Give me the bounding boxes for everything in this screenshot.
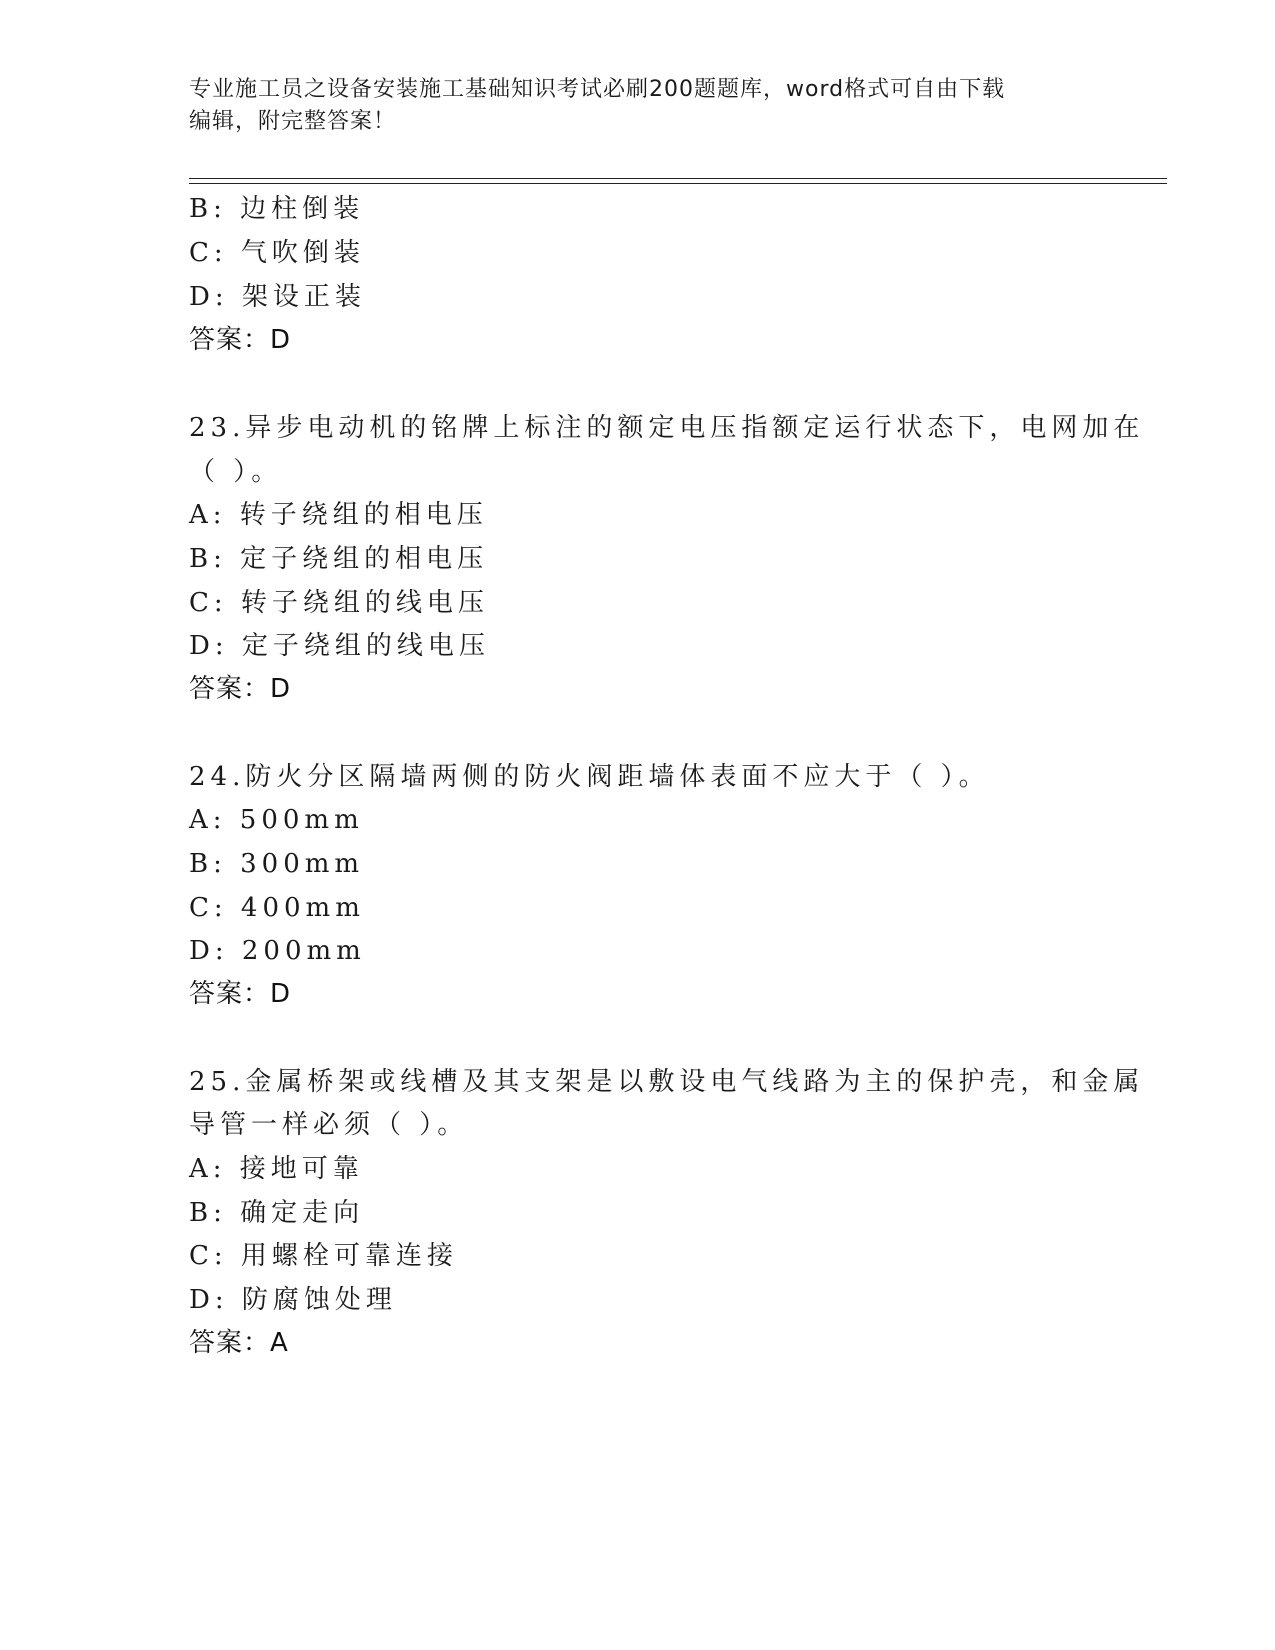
- q24-answer: 答案：D: [189, 979, 292, 1009]
- q25-option-c: C: 用螺栓可靠连接: [189, 1241, 458, 1271]
- q22-option-d: D: 架设正装: [189, 282, 366, 312]
- q24-option-d: D: 200mm: [189, 936, 366, 966]
- header-line-1: 专业施工员之设备安装施工基础知识考试必刷200题题库，word格式可自由下载: [189, 77, 1006, 102]
- q24-option-c: C: 400mm: [189, 893, 365, 923]
- q23-option-b: B: 定子绕组的相电压: [189, 544, 489, 574]
- q23-stem-line-2: （ ）。: [189, 457, 283, 487]
- q23-stem-line-1: 23.异步电动机的铭牌上标注的额定电压指额定运行状态下，电网加在: [189, 413, 1145, 443]
- q24-stem-line-1: 24.防火分区隔墙两侧的防火阀距墙体表面不应大于（ ）。: [189, 762, 990, 792]
- q25-option-b: B: 确定走向: [189, 1198, 365, 1228]
- q25-option-d: D: 防腐蚀处理: [189, 1285, 397, 1315]
- q25-answer: 答案：A: [189, 1328, 289, 1358]
- q25-stem-line-2: 导管一样必须（ ）。: [189, 1110, 469, 1140]
- q24-option-a: A: 500mm: [189, 805, 364, 835]
- q22-answer: 答案：D: [189, 325, 292, 355]
- q23-option-d: D: 定子绕组的线电压: [189, 631, 490, 661]
- document-header: [189, 74, 1089, 138]
- header-line-2: 编辑，附完整答案！: [189, 109, 397, 134]
- header-divider-top: [189, 178, 1167, 179]
- q23-option-a: A: 转子绕组的相电压: [189, 500, 488, 530]
- q25-option-a: A: 接地可靠: [189, 1154, 364, 1184]
- header-divider-bottom: [189, 183, 1167, 184]
- q25-stem-line-1: 25.金属桥架或线槽及其支架是以敷设电气线路为主的保护壳，和金属: [189, 1067, 1145, 1097]
- q24-option-b: B: 300mm: [189, 849, 365, 879]
- q22-option-b: B: 边柱倒装: [189, 194, 365, 224]
- q22-option-c: C: 气吹倒装: [189, 238, 365, 268]
- q23-answer: 答案：D: [189, 674, 292, 704]
- q23-option-c: C: 转子绕组的线电压: [189, 588, 489, 618]
